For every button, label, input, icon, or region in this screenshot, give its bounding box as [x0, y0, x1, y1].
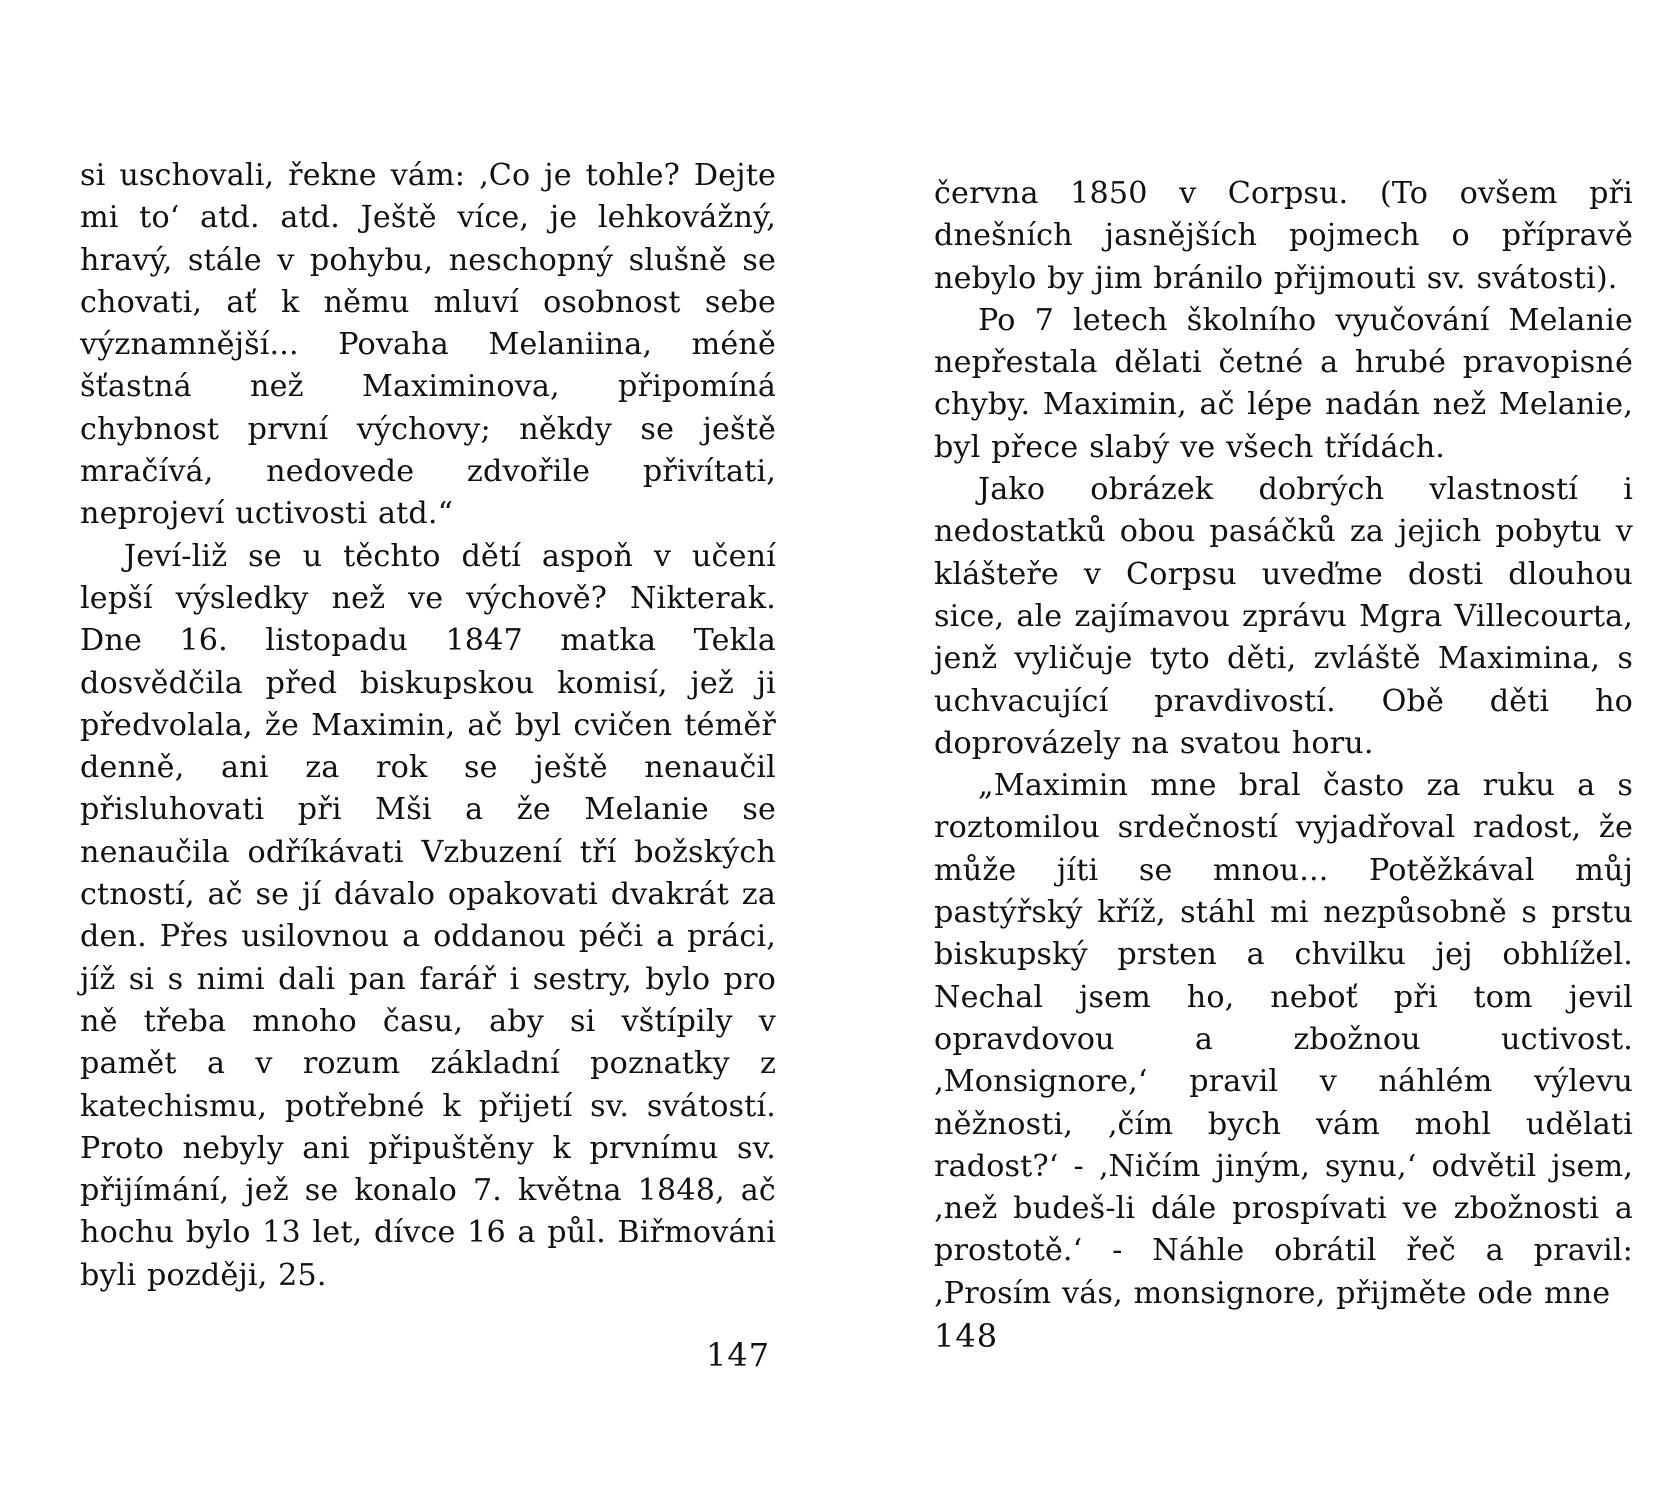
- right-page: [840, 0, 1680, 1500]
- right-page-text: [934, 173, 1633, 1315]
- right-paragraph-1: června 1850 v Corpsu. (To ovšem při dnešních jasnějších pojmech o přípravě nebylo by jim bránilo přijmouti sv. svátosti).: [934, 176, 1633, 296]
- left-paragraph-1: si uschovali, řekne vám: ‚Co je tohle? Dejte mi to‘ atd. atd. Ještě více, je lehkovážný, hravý, stále v pohybu, neschopný slušně se chovati, ať k němu mluví osobnost sebe významnější... Povaha Melaniina, méně šťastná než Maximinova, připomíná chybnost první výchovy; někdy se ještě mračívá, nedovede zdvořile přivítati, neprojeví uctivosti atd.“: [80, 158, 776, 532]
- left-paragraph-2: Jeví-liž se u těchto dětí aspoň v učení lepší výsledky než ve výchově? Nikterak. Dne 16. listopadu 1847 matka Tekla dosvědčila před biskupskou komisí, jež ji předvolala, že Maximin, ač byl cvičen téměř denně, ani za rok se ještě nenaučil přisluhovati při Mši a že Melanie se nenaučila odříkávati Vzbuzení tří božských ctností, ač se jí dávalo opakovati dvakrát za den. Přes usilovnou a oddanou péči a práci, jíž si s nimi dali pan farář i sestry, bylo pro ně třeba mnoho času, aby si vštípily v pamět a v rozum základní poznatky z katechismu, potřebné k přijetí sv. svátostí. Proto nebyly ani připuštěny k prvnímu sv. přijímání, jež se konalo 7. května 1848, ač hochu bylo 13 let, dívce 16 a půl. Biřmováni byli později, 25.: [80, 538, 776, 1293]
- right-page-number: 148: [934, 1317, 999, 1355]
- left-page-number: 147: [706, 1336, 771, 1374]
- left-page-text: [80, 155, 776, 1297]
- right-paragraph-4: „Maximin mne bral často za ruku a s roztomilou srdečností vyjadřoval radost, že může jíti se mnou... Potěžkával můj pastýřský kříž, stáhl mi nezpůsobně s prstu biskupský prsten a chvilku jej obhlížel. Nechal jsem ho, neboť při tom jevil opravdovou a zbožnou uctivost. ‚Monsignore,‘ pravil v náhlém výlevu něžnosti, ‚čím bych vám mohl udělati radost?‘ - ‚Ničím jiným, synu,‘ odvětil jsem, ‚než budeš-li dále prospívati ve zbožnosti a prostotě.‘ - Náhle obrátil řeč a pravil: ‚Prosím vás, monsignore, přijměte ode mne: [934, 768, 1633, 1311]
- right-paragraph-2: Po 7 letech školního vyučování Melanie nepřestala dělati četné a hrubé pravopisné chyby. Maximin, ač lépe nadán než Melanie, byl přece slabý ve všech třídách.: [934, 302, 1633, 465]
- right-paragraph-3: Jako obrázek dobrých vlastností i nedostatků obou pasáčků za jejich pobytu v klášteře v Corpsu uveďme dosti dlouhou sice, ale zajímavou zprávu Mgra Villecourta, jenž vyličuje tyto děti, zvláště Maximina, s uchvacující pravdivostí. Obě děti ho doprovázely na svatou horu.: [934, 472, 1633, 761]
